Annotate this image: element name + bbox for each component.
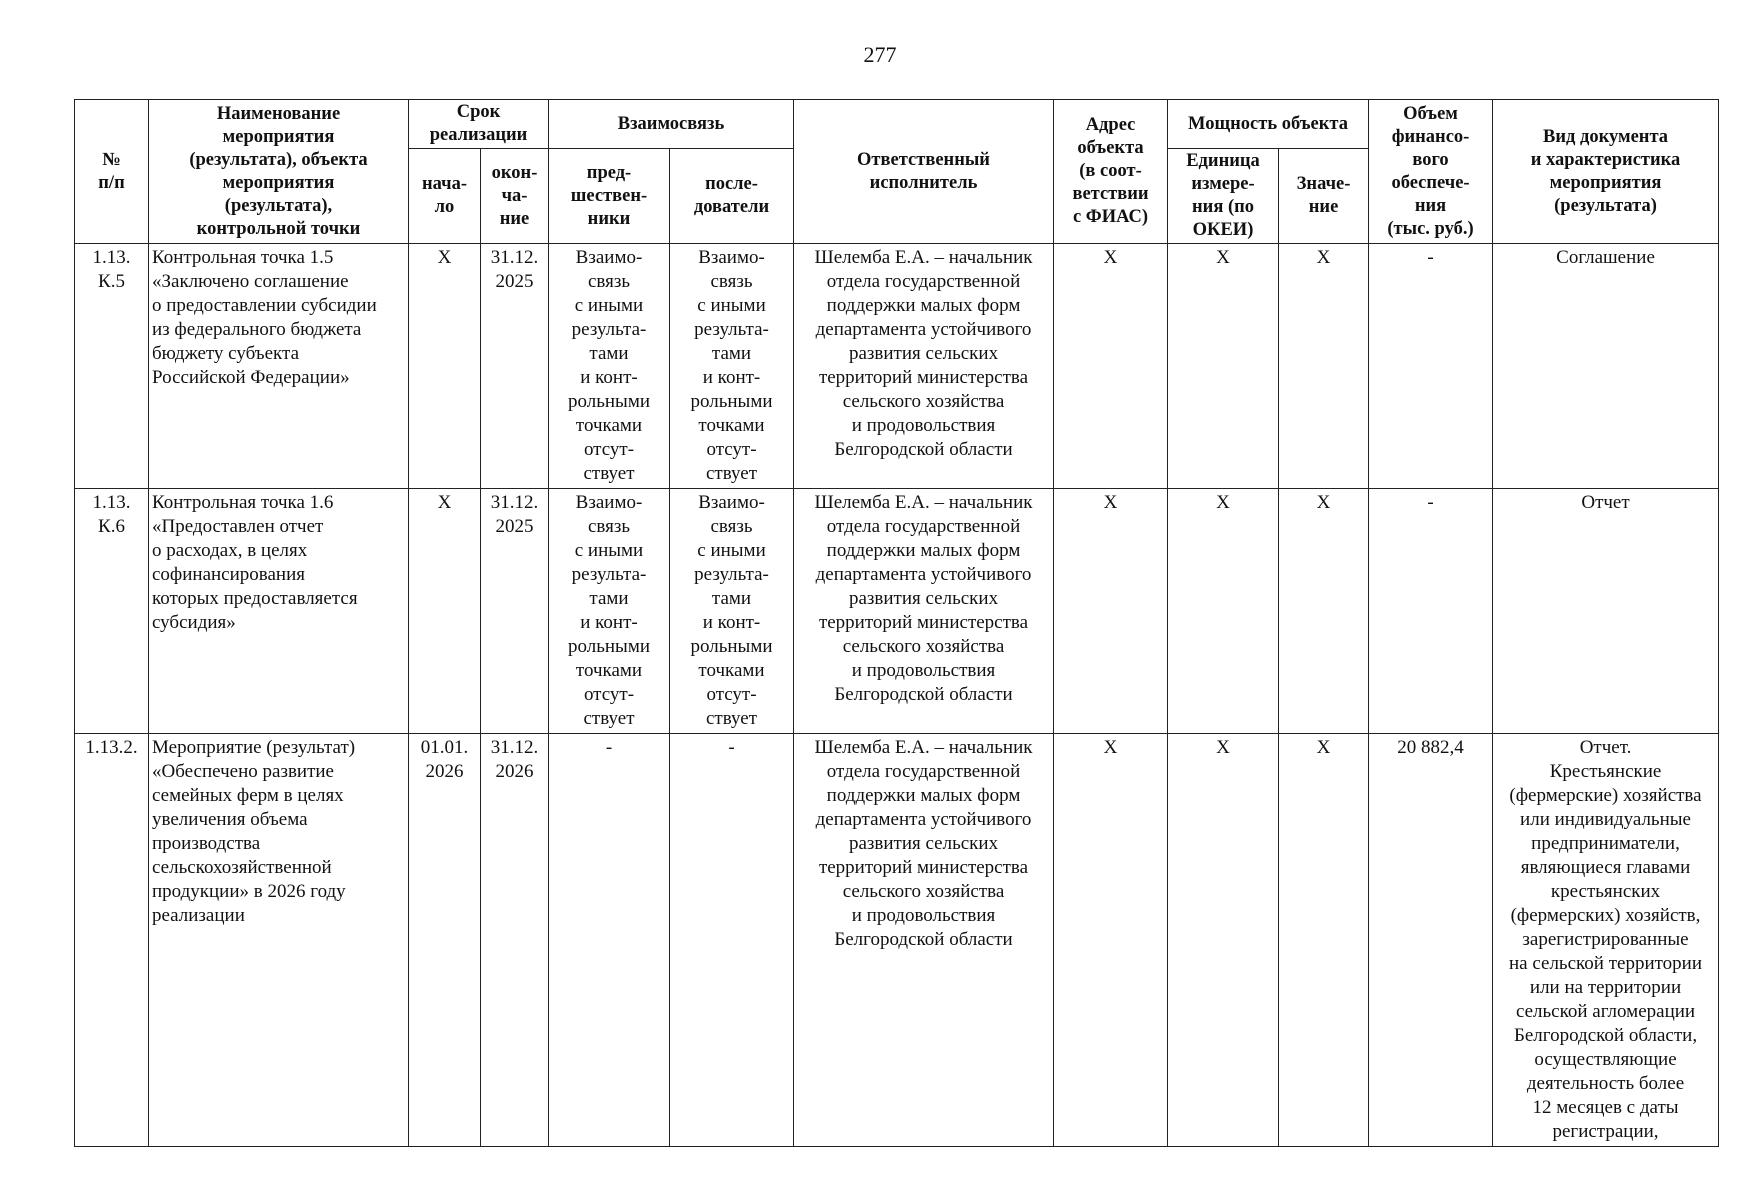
row-start: Х [409, 489, 481, 734]
row-responsible: Шелемба Е.А. – начальник отдела государственной поддержки малых форм департамента устойчивого развития сельских территорий министерства сельского хозяйства и продовольствия Белгородской области [794, 244, 1054, 489]
row-funding: - [1369, 244, 1493, 489]
row-name: Мероприятие (результат) «Обеспечено развитие семейных ферм в целях увеличения объема производства сельскохозяйственной продукции» в 2026 году реализации [149, 734, 409, 1147]
row-funding: 20 882,4 [1369, 734, 1493, 1147]
row-end: 31.12. 2026 [481, 734, 549, 1147]
row-doc-type: Отчет. Крестьянские (фермерские) хозяйства или индивидуальные предприниматели, являющиеся главами крестьянских (фермерских) хозяйств, зарегистрированные на сельской территории или на территории сельской агломерации Белгородской области, осуществляющие деятельность более 12 месяцев с даты регистрации, [1493, 734, 1719, 1147]
activities-table [74, 99, 1719, 1147]
row-end: 31.12. 2025 [481, 244, 549, 489]
row-value: Х [1279, 244, 1369, 489]
header-term-start: нача- ло [409, 149, 481, 244]
row-successors: Взаимо- связь с иными результа- тами и конт- рольными точками отсут- ствует [670, 489, 794, 734]
header-successors: после- дователи [670, 149, 794, 244]
header-capacity: Мощность объекта [1168, 100, 1369, 149]
row-value: Х [1279, 734, 1369, 1147]
header-name: Наименование мероприятия (результата), объекта мероприятия (результата), контрольной точки [149, 100, 409, 244]
row-name: Контрольная точка 1.5 «Заключено соглашение о предоставлении субсидии из федерального бюджета бюджету субъекта Российской Федерации» [149, 244, 409, 489]
row-name: Контрольная точка 1.6 «Предоставлен отчет о расходах, в целях софинансирования которых предоставляется субсидия» [149, 489, 409, 734]
row-num: 1.13.2. [75, 734, 149, 1147]
row-num: 1.13. К.5 [75, 244, 149, 489]
row-doc-type: Соглашение [1493, 244, 1719, 489]
row-value: Х [1279, 489, 1369, 734]
table-row [75, 244, 1719, 489]
header-relation: Взаимосвязь [549, 100, 794, 149]
row-successors: - [670, 734, 794, 1147]
header-value: Значе- ние [1279, 149, 1369, 244]
header-num: № п/п [75, 100, 149, 244]
row-start: 01.01. 2026 [409, 734, 481, 1147]
header-unit: Единица измере- ния (по ОКЕИ) [1168, 149, 1279, 244]
header-term: Срок реализации [409, 100, 549, 149]
row-unit: Х [1168, 489, 1279, 734]
row-responsible: Шелемба Е.А. – начальник отдела государственной поддержки малых форм департамента устойчивого развития сельских территорий министерства сельского хозяйства и продовольствия Белгородской области [794, 489, 1054, 734]
page-number: 277 [863, 42, 897, 67]
row-unit: Х [1168, 734, 1279, 1147]
row-doc-type: Отчет [1493, 489, 1719, 734]
row-responsible: Шелемба Е.А. – начальник отдела государственной поддержки малых форм департамента устойчивого развития сельских территорий министерства сельского хозяйства и продовольствия Белгородской области [794, 734, 1054, 1147]
row-predecessors: - [549, 734, 670, 1147]
header-doc-type: Вид документа и характеристика мероприятия (результата) [1493, 100, 1719, 244]
row-end: 31.12. 2025 [481, 489, 549, 734]
row-unit: Х [1168, 244, 1279, 489]
row-start: Х [409, 244, 481, 489]
header-funding: Объем финансо- вого обеспече- ния (тыс. руб.) [1369, 100, 1493, 244]
header-predecessors: пред- шествен- ники [549, 149, 670, 244]
row-address: Х [1054, 244, 1168, 489]
row-num: 1.13. К.6 [75, 489, 149, 734]
table-row [75, 489, 1719, 734]
row-funding: - [1369, 489, 1493, 734]
header-responsible: Ответственный исполнитель [794, 100, 1054, 244]
header-term-end: окон- ча- ние [481, 149, 549, 244]
row-address: Х [1054, 734, 1168, 1147]
row-predecessors: Взаимо- связь с иными результа- тами и конт- рольными точками отсут- ствует [549, 489, 670, 734]
row-address: Х [1054, 489, 1168, 734]
row-successors: Взаимо- связь с иными результа- тами и конт- рольными точками отсут- ствует [670, 244, 794, 489]
row-predecessors: Взаимо- связь с иными результа- тами и конт- рольными точками отсут- ствует [549, 244, 670, 489]
table-row [75, 734, 1719, 1147]
header-address: Адрес объекта (в соот- ветствии с ФИАС) [1054, 100, 1168, 244]
